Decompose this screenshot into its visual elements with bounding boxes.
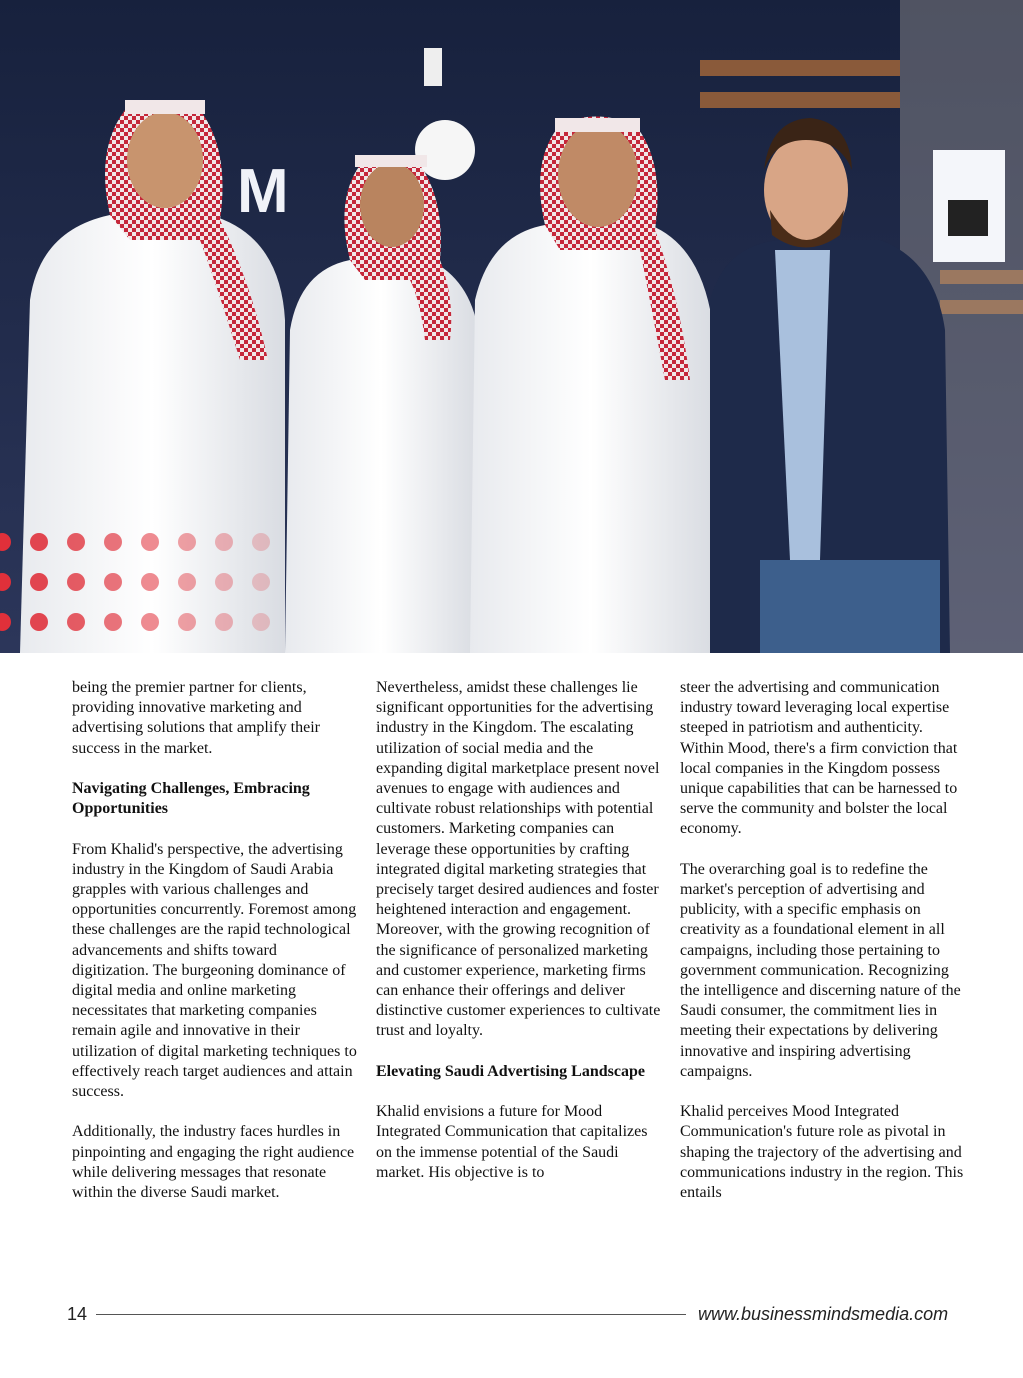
body-paragraph: being the premier partner for clients, providing innovative marketing and advertising solutions that amplify their success in the market. xyxy=(72,679,320,757)
decorative-dot xyxy=(30,613,48,631)
decorative-dot xyxy=(0,533,11,551)
decorative-dot xyxy=(178,573,196,591)
decorative-dot xyxy=(215,533,233,551)
column-1 xyxy=(72,678,357,1223)
decorative-dots xyxy=(0,532,270,636)
decorative-dot xyxy=(67,573,85,591)
decorative-dot xyxy=(104,613,122,631)
body-paragraph: Khalid envisions a future for Mood Integrated Communication that capitalizes on the immense potential of the Saudi market. His objective is to xyxy=(376,1103,648,1181)
decorative-dot xyxy=(141,533,159,551)
decorative-dot xyxy=(67,533,85,551)
decorative-dot xyxy=(0,573,11,591)
decorative-dot xyxy=(215,573,233,591)
section-heading: Elevating Saudi Advertising Landscape xyxy=(376,1062,645,1080)
decorative-dot xyxy=(30,533,48,551)
body-paragraph: From Khalid's perspective, the advertising industry in the Kingdom of Saudi Arabia grapples with various challenges and opportunities concurrently. Foremost among these challenges are the rapid technological advancements and shifts toward digitization. The burgeoning dominance of digital media and online marketing necessitates that marketing companies remain agile and innovative in their utilization of digital marketing techniques to effectively reach target audiences and attain success. xyxy=(72,840,357,1101)
footer-divider xyxy=(96,1314,686,1315)
decorative-dot xyxy=(141,573,159,591)
decorative-dot xyxy=(178,613,196,631)
column-3 xyxy=(680,678,965,1223)
decorative-dot xyxy=(67,613,85,631)
decorative-dot xyxy=(252,533,270,551)
body-paragraph: Additionally, the industry faces hurdles in pinpointing and engaging the right audience while delivering messages that resonate within the diverse Saudi market. xyxy=(72,1123,355,1202)
decorative-dot xyxy=(141,613,159,631)
body-paragraph: steer the advertising and communication industry toward leveraging local expertise steeped in patriotism and authenticity. Within Mood, there's a firm conviction that local companies in the Kingdom possess unique capabilities that can be harnessed to serve the community and bolster the local economy. xyxy=(680,679,958,838)
page-number: 14 xyxy=(67,1304,88,1324)
website-url[interactable]: www.businessmindsmedia.com xyxy=(698,1304,949,1324)
decorative-dot xyxy=(0,613,11,631)
decorative-dot xyxy=(215,613,233,631)
decorative-dot xyxy=(104,533,122,551)
decorative-dot xyxy=(178,533,196,551)
body-paragraph: Khalid perceives Mood Integrated Communication's future role as pivotal in shaping the trajectory of the advertising and communications industry in the region. This entails xyxy=(680,1103,964,1202)
section-heading: Navigating Challenges, Embracing Opportunities xyxy=(72,780,310,818)
hero-photo xyxy=(0,0,1023,653)
column-2 xyxy=(376,678,661,1203)
decorative-dot xyxy=(252,573,270,591)
decorative-dot xyxy=(104,573,122,591)
svg-text:M: M xyxy=(237,157,293,226)
decorative-dot xyxy=(30,573,48,591)
body-paragraph: The overarching goal is to redefine the market's perception of advertising and publicity, with a specific emphasis on creativity as a foundational element in all campaigns, including those pertaining to government communication. Recognizing the intelligence and discerning nature of the Saudi consumer, the commitment lies in meeting their expectations by delivering innovative and inspiring advertising campaigns. xyxy=(680,860,961,1080)
body-paragraph: Nevertheless, amidst these challenges lie significant opportunities for the advertising industry in the Kingdom. The escalating utilization of social media and the expanding digital marketplace present novel avenues to engage with audiences and cultivate robust relationships with potential customers. Marketing companies can leverage these opportunities by crafting integrated digital marketing strategies that precisely target desired audiences and foster heightened interaction and engagement. Moreover, with the growing recognition of the significance of personalized marketing and customer experience, marketing firms can enhance their offerings and deliver distinctive customer experiences to cultivate trust and loyalty. xyxy=(376,679,661,1040)
decorative-dot xyxy=(252,613,270,631)
